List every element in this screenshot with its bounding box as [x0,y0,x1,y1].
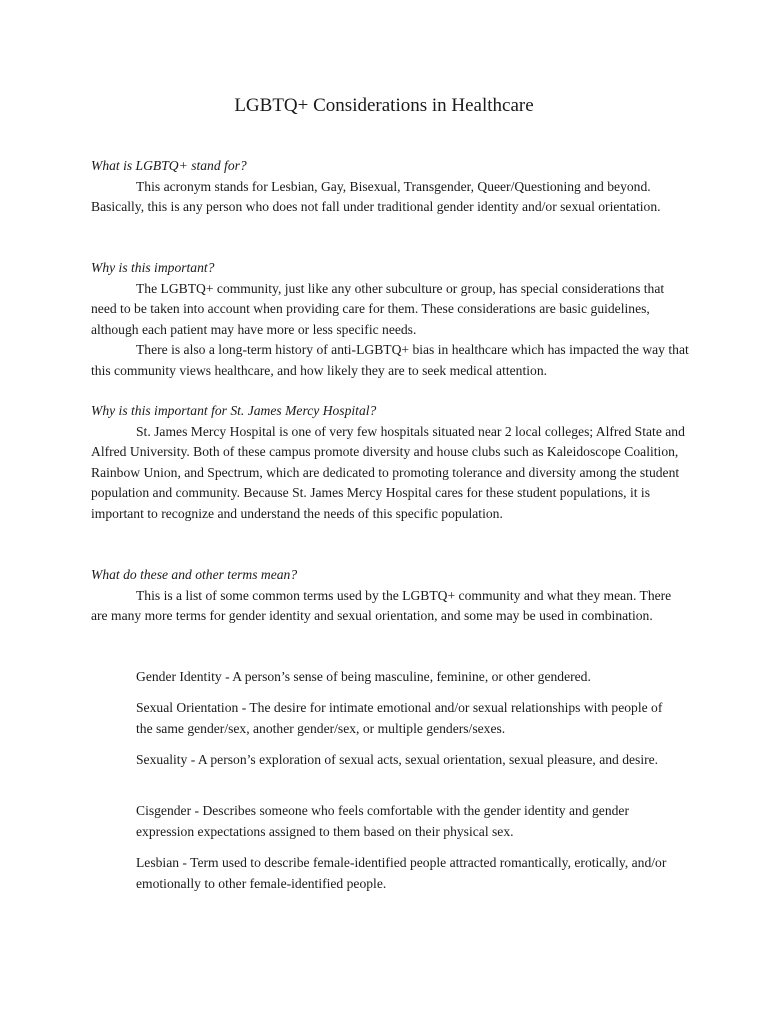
page-title: LGBTQ+ Considerations in Healthcare [234,95,534,116]
section-terms-meaning [91,565,691,627]
section-heading: What do these and other terms mean? [91,567,298,582]
section-paragraph: St. James Mercy Hospital is one of very few hospitals situated near 2 local colleges; Alfred State and Alfred University. Both of these campus promote diversity and house clubs such as Kaleidoscope Coalition, Rainbow Union, and Spectrum, which are dedicated to promoting tolerance and diversity among the student population and community. Because St. James Mercy Hospital cares for these student populations, it is important to recognize and understand the needs of this specific population. [91,423,685,521]
section-why-important [91,258,691,382]
section-paragraph: This acronym stands for Lesbian, Gay, Bisexual, Transgender, Queer/Questioning and beyond. Basically, this is any person who does not fall under traditional gender identity and/or sexual orientation. [91,178,661,215]
term-sexuality: Sexuality - A person’s exploration of sexual acts, sexual orientation, sexual pleasure, and desire. [136,752,659,767]
section-why-important-hospital [91,401,691,525]
section-heading: Why is this important? [91,260,215,275]
term-cisgender: Cisgender - Describes someone who feels comfortable with the gender identity and gender expression expectations assigned to them based on their physical sex. [136,803,629,839]
term-sexual-orientation: Sexual Orientation - The desire for intimate emotional and/or sexual relationships with people of the same gender/sex, another gender/sex, or multiple genders/sexes. [136,700,663,736]
section-paragraph: There is also a long-term history of anti-LGBTQ+ bias in healthcare which has impacted the way that this community views healthcare, and how likely they are to seek medical attention. [91,342,689,378]
term-gender-identity: Gender Identity - A person’s sense of being masculine, feminine, or other gendered. [136,669,591,684]
section-heading: What is LGBTQ+ stand for? [91,158,247,173]
section-paragraph: This is a list of some common terms used by the LGBTQ+ community and what they mean. There are many more terms for gender identity and sexual orientation, and some may be used in combination. [91,587,672,624]
section-paragraph: The LGBTQ+ community, just like any other subculture or group, has special considerations that need to be taken into account when providing care for them. These considerations are basic guidelines, although each patient may have more or less specific needs. [91,280,665,337]
section-heading: Why is this important for St. James Mercy Hospital? [91,403,377,418]
term-lesbian: Lesbian - Term used to describe female-identified people attracted romantically, erotically, and/or emotionally to other female-identified people. [136,855,667,891]
section-what-is-lgbtq [91,156,691,218]
